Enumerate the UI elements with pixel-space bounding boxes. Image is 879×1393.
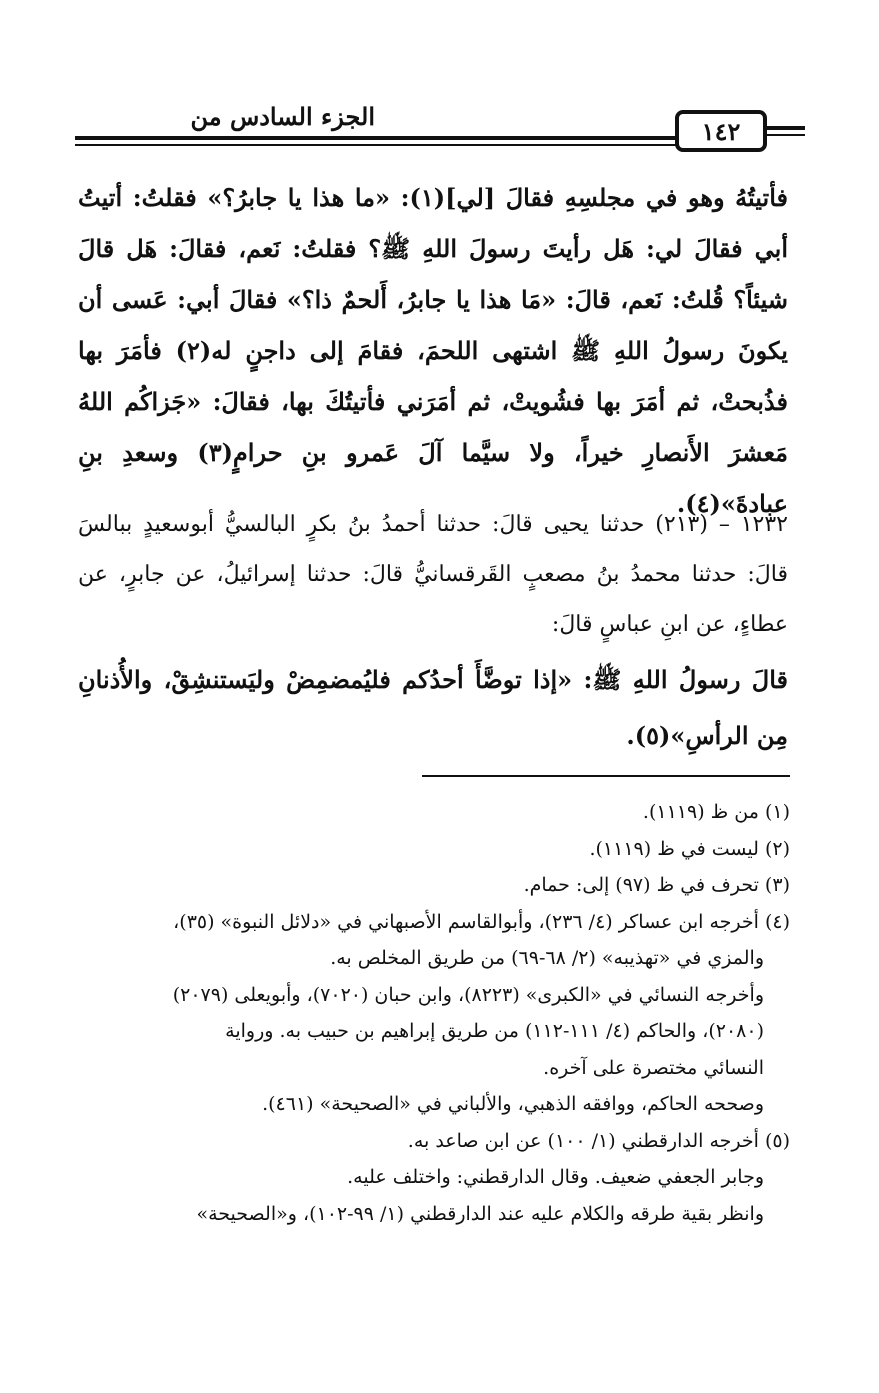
header-rule-right-thin — [763, 134, 805, 136]
main-text-paragraph-1 — [78, 172, 788, 529]
main-text-paragraph-3 — [78, 652, 788, 764]
page-number: ١٤٢ — [675, 110, 767, 152]
footnote-line: (١) من ظ (١١١٩). — [642, 801, 790, 823]
footnote-separator — [422, 775, 790, 777]
running-title: الجزء السادس من — [190, 102, 375, 131]
header-rule-right — [763, 126, 805, 130]
footnote-line: وصححه الحاكم، ووافقه الذهبي، والألباني في «الصحيحة» (٤٦١). — [262, 1093, 764, 1115]
footnotes — [78, 794, 790, 1232]
main-text-paragraph-2 — [78, 500, 788, 650]
footnote-line: (٤) أخرجه ابن عساكر (٤/ ٢٣٦)، وأبوالقاسم الأصبهاني في «دلائل النبوة» (٣٥)، — [173, 910, 790, 933]
footnote-line: والمزي في «تهذيبه» (٢/ ٦٨-٦٩) من طريق المخلص به. — [330, 947, 764, 969]
page-header — [75, 96, 805, 158]
footnote-line: النسائي مختصرة على آخره. — [543, 1056, 764, 1079]
footnote-line: (٥) أخرجه الدارقطني (١/ ١٠٠) عن ابن صاعد به. — [407, 1129, 790, 1152]
header-rule-thin — [75, 144, 685, 146]
hadith-text: فأتيتُهُ وهو في مجلسِهِ فقالَ [لي](١): «ما هذا يا جابرُ؟» فقلتُ: أتيتُ أبي فقالَ لي: هَل رأيتَ رسولَ اللهِ ﷺ؟ فقلتُ: نَعم، فقالَ: هَل قالَ شيئاً؟ قُلتُ: نَعم، قالَ: «مَا هذا يا جابرُ، أَلحمٌ ذا؟» فقالَ أبي: عَسى أن يكونَ رسولُ اللهِ ﷺ اشتهى اللحمَ، فقامَ إلى داجنٍ له(٢) فأمَرَ بها فذُبحتْ، ثم أمَرَ بها فشُويتْ، ثم أمَرَني فأتيتُكَ بها، فقالَ: «جَزاكُم اللهُ مَعشرَ الأَنصارِ خيراً، ولا سيَّما آلَ عَمرو بنِ حرامٍ(٣) وسعدِ بنِ عبادةَ»(٤). — [78, 183, 789, 518]
footnote-line: وانظر بقية طرقه والكلام عليه عند الدارقطني (١/ ٩٩-١٠٢)، و«الصحيحة» — [196, 1202, 764, 1225]
isnad-text: ١٢٣٢ – (٢١٣) حدثنا يحيى قالَ: حدثنا أحمدُ بنُ بكرٍ البالسيُّ أبوسعيدٍ ببالسَ قالَ: حدثنا محمدُ بنُ مصعبٍ القَرقسانيُّ قالَ: حدثنا إسرائيلُ، عن جابرٍ، عن عطاءٍ، عن ابنِ عباسٍ قالَ: — [78, 512, 788, 637]
hadith-matn: قالَ رسولُ اللهِ ﷺ: «إذا توضَّأَ أحدُكم فليُمضمِضْ وليَستنشِقْ، والأُذنانِ مِن الرأسِ»(٥). — [78, 665, 788, 750]
footnote-line: (٢) ليست في ظ (١١١٩). — [589, 837, 790, 860]
footnote-line: وأخرجه النسائي في «الكبرى» (٨٢٢٣)، وابن حبان (٧٠٢٠)، وأبويعلى (٢٠٧٩) — [172, 983, 764, 1006]
footnote-line: (٣) تحرف في ظ (٩٧) إلى: حمام. — [523, 874, 790, 896]
header-rule-thick — [75, 136, 685, 140]
footnote-line: وجابر الجعفي ضعيف. وقال الدارقطني: واختلف عليه. — [347, 1166, 764, 1188]
footnote-line: (٢٠٨٠)، والحاكم (٤/ ١١١-١١٢) من طريق إبراهيم بن حبيب به. ورواية — [225, 1020, 764, 1042]
